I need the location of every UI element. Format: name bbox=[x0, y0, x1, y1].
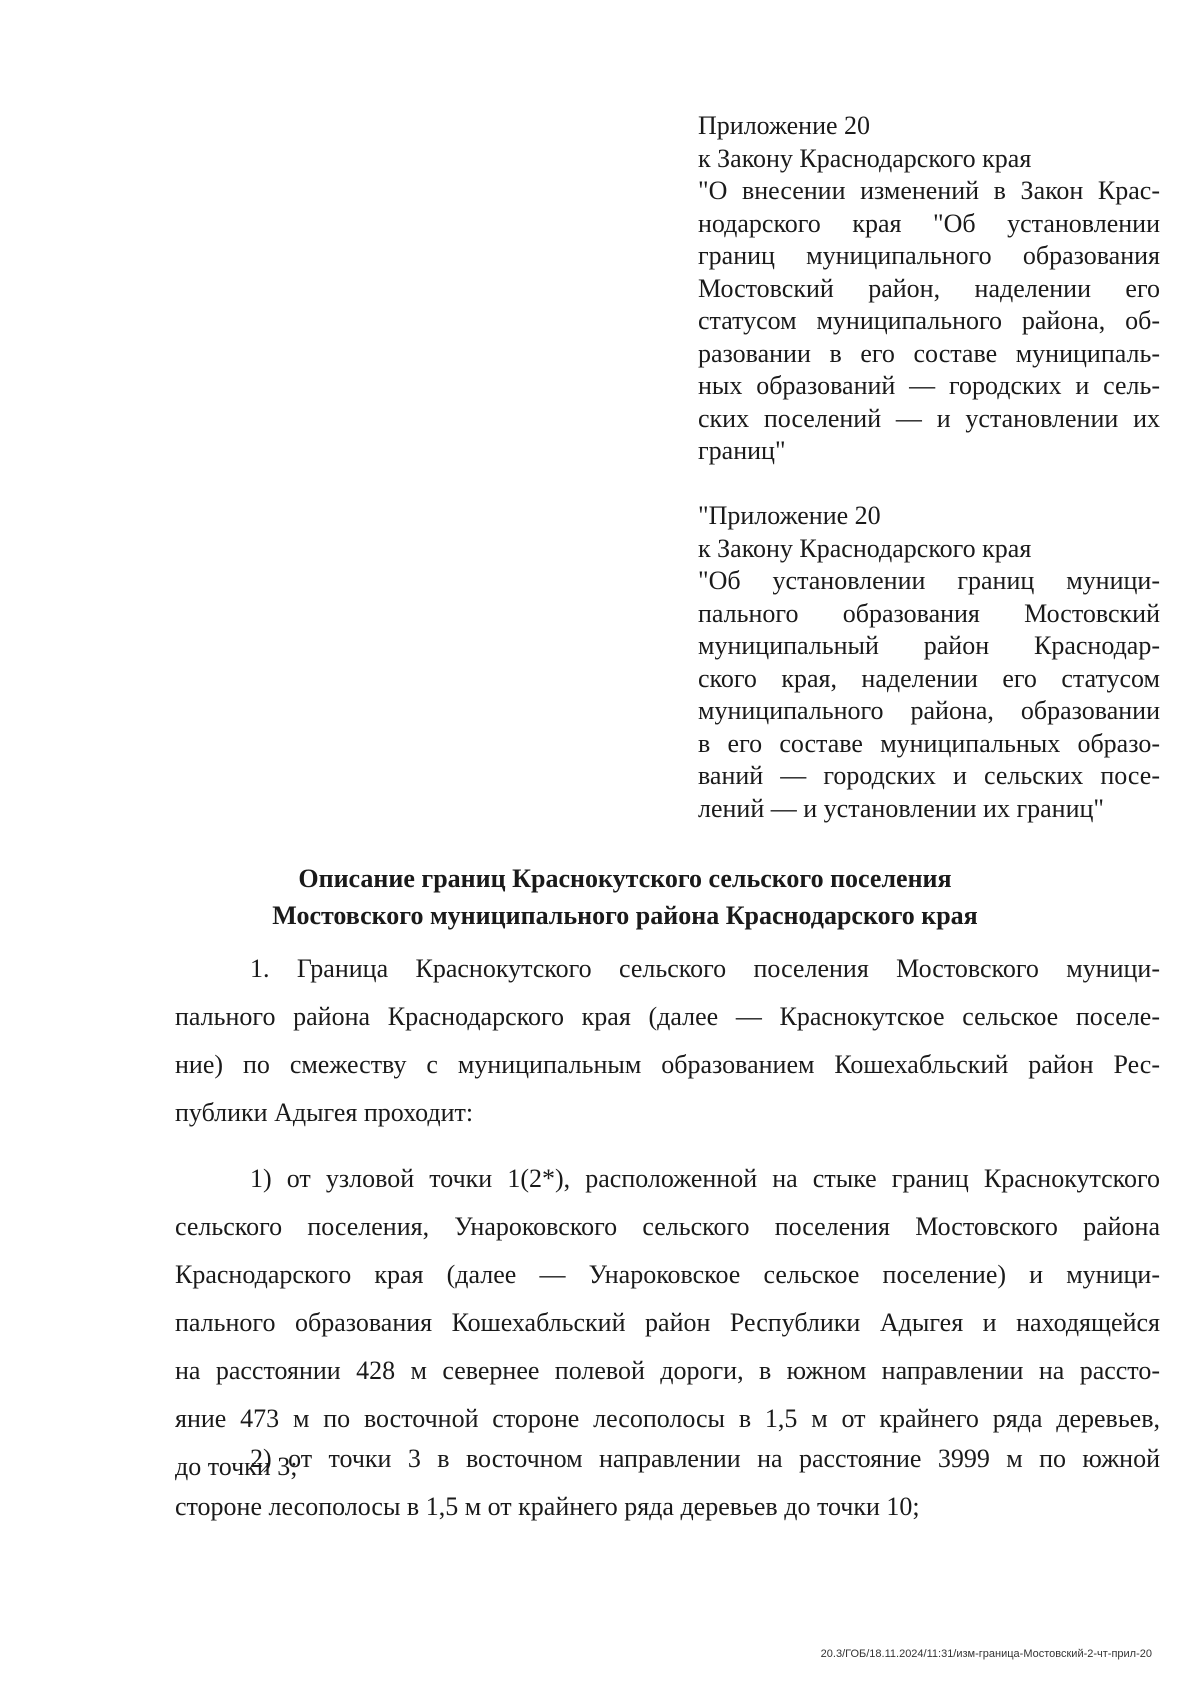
paragraph-line: публики Адыгея проходит: bbox=[175, 1098, 474, 1127]
annex-line: "Об установлении границ муници- bbox=[698, 566, 1160, 595]
paragraph-line: яние 473 м по восточной стороне лесополосы в 1,5 м от крайнего ряда деревьев, bbox=[175, 1404, 1160, 1433]
paragraph-line: сельского поселения, Унароковского сельского поселения Мостовского района bbox=[175, 1212, 1160, 1241]
annex-line: муниципального района, образовании bbox=[698, 696, 1160, 725]
paragraph-line: до точки 3; bbox=[175, 1452, 298, 1481]
paragraph-line: Краснодарского края (далее — Унароковское сельское поселение) и муници- bbox=[175, 1260, 1160, 1289]
annex-line: лений — и установлении их границ" bbox=[698, 793, 1105, 823]
annex-line: к Закону Краснодарского края bbox=[698, 143, 1032, 173]
annex-line: статусом муниципального района, об- bbox=[698, 306, 1160, 335]
annex-header-original bbox=[698, 500, 1160, 825]
annex-line: "Приложение 20 bbox=[698, 501, 881, 530]
paragraph-3 bbox=[175, 1435, 1160, 1531]
document-title bbox=[175, 860, 1075, 934]
paragraph-1 bbox=[175, 945, 1160, 1137]
annex-line: нодарского края "Об установлении bbox=[698, 208, 1160, 238]
title-line-1: Описание границ Краснокутского сельского поселения bbox=[298, 864, 952, 893]
annex-header-current bbox=[698, 110, 1160, 468]
annex-line: Мостовский район, наделении его bbox=[698, 273, 1160, 303]
annex-line: ских поселений — и установлении их bbox=[698, 403, 1160, 433]
paragraph-line: 2) от точки 3 в восточном направлении на расстояние 3999 м по южной bbox=[250, 1444, 1160, 1473]
title-line-2: Мостовского муниципального района Краснодарского края bbox=[272, 901, 978, 930]
annex-line: границ" bbox=[698, 436, 786, 465]
annex-line: пального образования Мостовский bbox=[698, 598, 1160, 628]
annex-line: разовании в его составе муниципаль- bbox=[698, 338, 1160, 368]
paragraph-line: пального образования Кошехабльский район Республики Адыгея и находящейся bbox=[175, 1308, 1160, 1337]
annex-line: границ муниципального образования bbox=[698, 241, 1160, 270]
annex-line: Приложение 20 bbox=[698, 111, 871, 140]
annex-line: к Закону Краснодарского края bbox=[698, 533, 1032, 563]
annex-line: в его составе муниципальных образо- bbox=[698, 728, 1160, 758]
annex-line: муниципальный район Краснодар- bbox=[698, 631, 1160, 660]
annex-line: "О внесении изменений в Закон Крас- bbox=[698, 176, 1160, 205]
paragraph-line: пального района Краснодарского края (далее — Краснокутское сельское поселе- bbox=[175, 1002, 1160, 1031]
paragraph-line: 1) от узловой точки 1(2*), расположенной на стыке границ Краснокутского bbox=[250, 1164, 1160, 1193]
annex-line: ваний — городских и сельских посе- bbox=[698, 761, 1160, 790]
paragraph-line: на расстоянии 428 м севернее полевой дороги, в южном направлении на рассто- bbox=[175, 1356, 1160, 1385]
paragraph-line: стороне лесополосы в 1,5 м от крайнего ряда деревьев до точки 10; bbox=[175, 1492, 920, 1521]
paragraph-line: ние) по смежеству с муниципальным образованием Кошехабльский район Рес- bbox=[175, 1050, 1160, 1079]
annex-line: ных образований — городских и сель- bbox=[698, 371, 1160, 400]
annex-line: ского края, наделении его статусом bbox=[698, 663, 1160, 693]
paragraph-line: 1. Граница Краснокутского сельского поселения Мостовского муници- bbox=[250, 954, 1160, 983]
document-footer-code: 20.3/ГОБ/18.11.2024/11:31/изм-граница-Мостовский-2-чт-прил-20 bbox=[820, 1648, 1152, 1660]
